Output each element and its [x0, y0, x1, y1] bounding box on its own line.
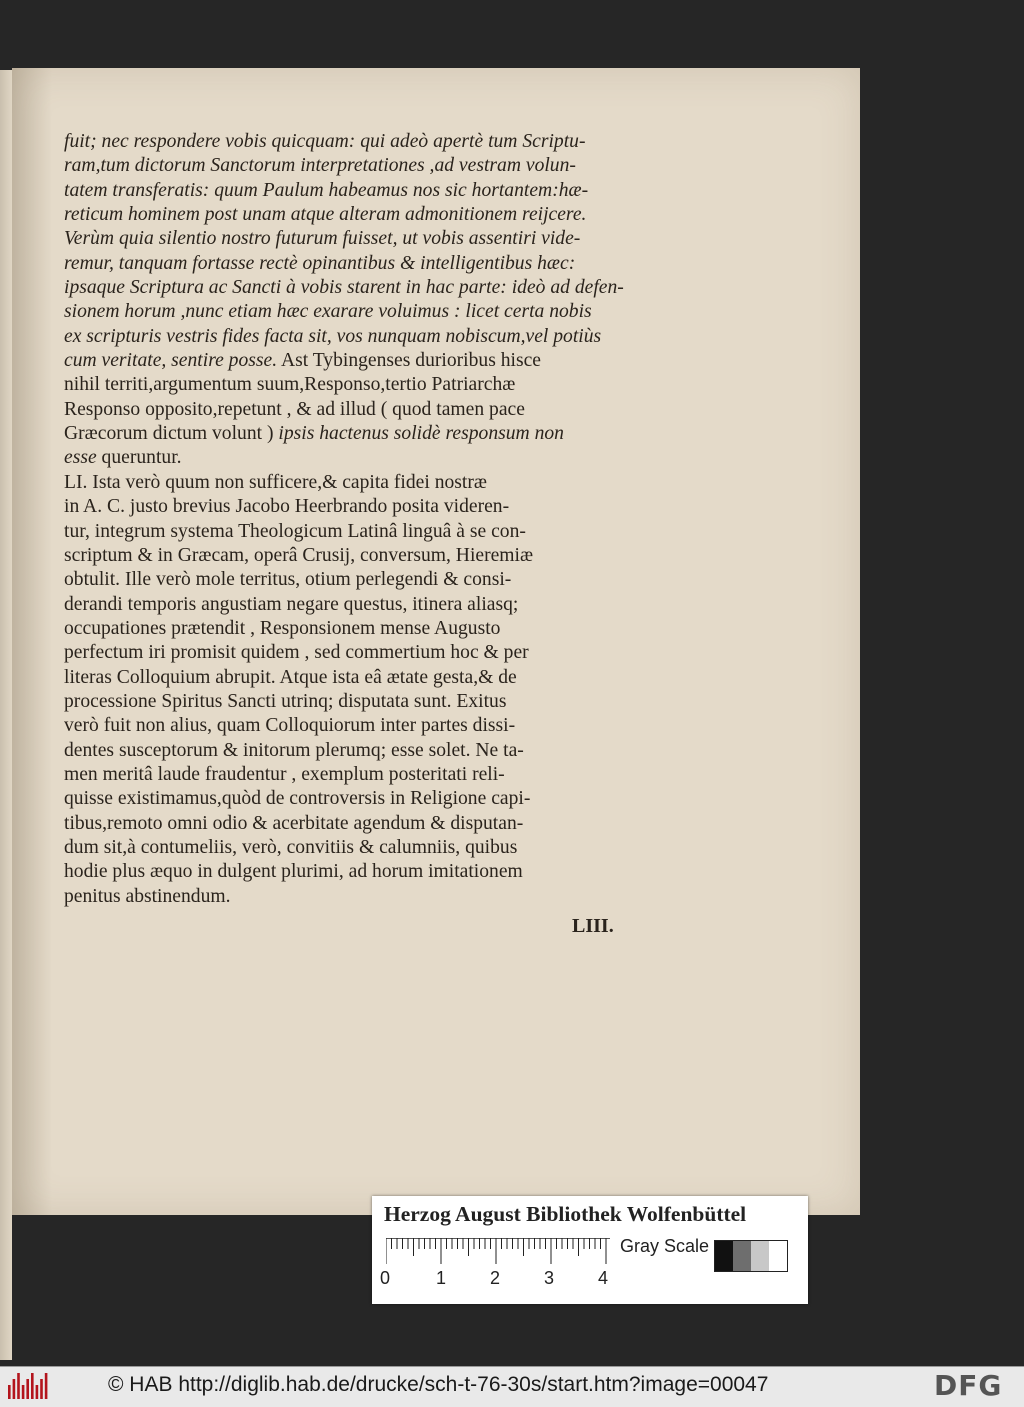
gutter-shadow [12, 68, 52, 1215]
text-line: occupationes prætendit , Responsionem mense Augusto [64, 617, 501, 639]
library-name: Herzog August Bibliothek Wolfenbüttel [384, 1202, 747, 1226]
text-line: tur, integrum systema Theologicum Latinâ linguâ à se con- [64, 520, 526, 542]
text-line: LI. Ista verò quum non sufficere,& capita fidei nostræ [64, 471, 487, 493]
text-line: ram,tum dictorum Sanctorum interpretationes ,ad vestram volun- [64, 155, 576, 177]
scanned-page [12, 68, 860, 1215]
color-scale-card [372, 1196, 808, 1304]
text-line: dum sit,à contumeliis, verò, convitiis & calumniis, quibus [64, 836, 518, 858]
roman-text: queruntur. [96, 447, 182, 469]
text-line: men meritâ laude fraudentur , exemplum posteritati reli- [64, 763, 505, 785]
text-line: dentes susceptorum & initorum plerumq; esse solet. Ne ta- [64, 739, 524, 761]
text-line: tibus,remoto omni odio & acerbitate agendum & disputan- [64, 812, 524, 834]
ruler-number-1: 1 [436, 1268, 447, 1288]
text-line: sionem horum ,nunc etiam hæc exarare voluimus : licet certa nobis [64, 301, 592, 323]
ruler-number-4: 4 [598, 1268, 609, 1288]
text-line: penitus abstinendum. [64, 885, 231, 907]
italic-text: ipsis hactenus solidè responsum non [278, 423, 564, 445]
text-line [64, 422, 646, 446]
text-line: obtulit. Ille verò mole territus, otium perlegendi & consi- [64, 569, 512, 591]
ruler-number-0: 0 [380, 1268, 391, 1288]
catchword: LIII. [572, 915, 614, 937]
text-line: Verùm quia silentio nostro futurum fuisset, ut vobis assentiri vide- [64, 228, 581, 250]
text-line: ipsaque Scriptura ac Sancti à vobis starent in hac parte: ideò ad defen- [64, 277, 624, 299]
italic-text: esse [64, 447, 97, 469]
text-line: perfectum iri promisit quidem , sed commertium hoc & per [64, 642, 529, 664]
roman-text: Ast Tybingenses durioribus hisce [277, 350, 541, 372]
text-line: processione Spiritus Sancti utrinq; disputata sunt. Exitus [64, 690, 507, 712]
text-line: derandi temporis angustiam negare questus, itinera aliasq; [64, 593, 519, 615]
text-line: tatem transferatis: quum Paulum habeamus nos sic hortantem:hæ- [64, 179, 589, 201]
gray-swatch [751, 1241, 769, 1271]
text-line: fuit; nec respondere vobis quicquam: qui adeò apertè tum Scriptu- [64, 131, 586, 152]
text-line: quisse existimamus,quòd de controversis in Religione capi- [64, 788, 531, 810]
copyright-url[interactable]: © HAB http://diglib.hab.de/drucke/sch-t-76-30s/start.htm?image=00047 [108, 1373, 769, 1396]
dfg-logo-icon: DFG [934, 1369, 1003, 1402]
text-line: nihil territi,argumentum suum,Responso,tertio Patriarchæ [64, 374, 516, 396]
gray-swatch [715, 1241, 733, 1271]
text-line: reticum hominem post unam atque alteram admonitionem reijcere. [64, 204, 587, 226]
gray-swatch [733, 1241, 751, 1271]
hab-logo-icon [6, 1371, 50, 1401]
page-text-block [64, 130, 646, 909]
roman-text: Græcorum dictum volunt ) [64, 423, 279, 445]
text-line: hodie plus æquo in dulgent plurimi, ad horum imitationem [64, 861, 523, 883]
text-line: in A. C. justo brevius Jacobo Heerbrando posita videren- [64, 496, 510, 518]
facing-page-edge [0, 70, 12, 1360]
text-line [64, 349, 646, 373]
footer-bar [0, 1366, 1024, 1407]
ruler-scale [386, 1238, 610, 1264]
gray-scale-label: Gray Scale [620, 1236, 710, 1256]
text-line: ex scripturis vestris fides facta sit, vos nunquam nobiscum,vel potiùs [64, 325, 602, 347]
ruler-number-2: 2 [490, 1268, 501, 1288]
text-line [64, 446, 646, 470]
ruler-number-3: 3 [544, 1268, 555, 1288]
text-line: scriptum & in Græcam, operâ Crusij, conversum, Hieremiæ [64, 544, 534, 566]
italic-text: cum veritate, sentire posse. [64, 350, 278, 372]
text-line: remur, tanquam fortasse rectè opinantibus & intelligentibus hæc: [64, 252, 576, 274]
text-line: literas Colloquium abrupit. Atque ista eâ ætate gesta,& de [64, 666, 517, 688]
text-line: Responso opposito,repetunt , & ad illud ( quod tamen pace [64, 398, 525, 420]
text-line: verò fuit non alius, quam Colloquiorum inter partes dissi- [64, 715, 516, 737]
gray-scale-swatches [714, 1240, 788, 1272]
gray-swatch [769, 1241, 787, 1271]
